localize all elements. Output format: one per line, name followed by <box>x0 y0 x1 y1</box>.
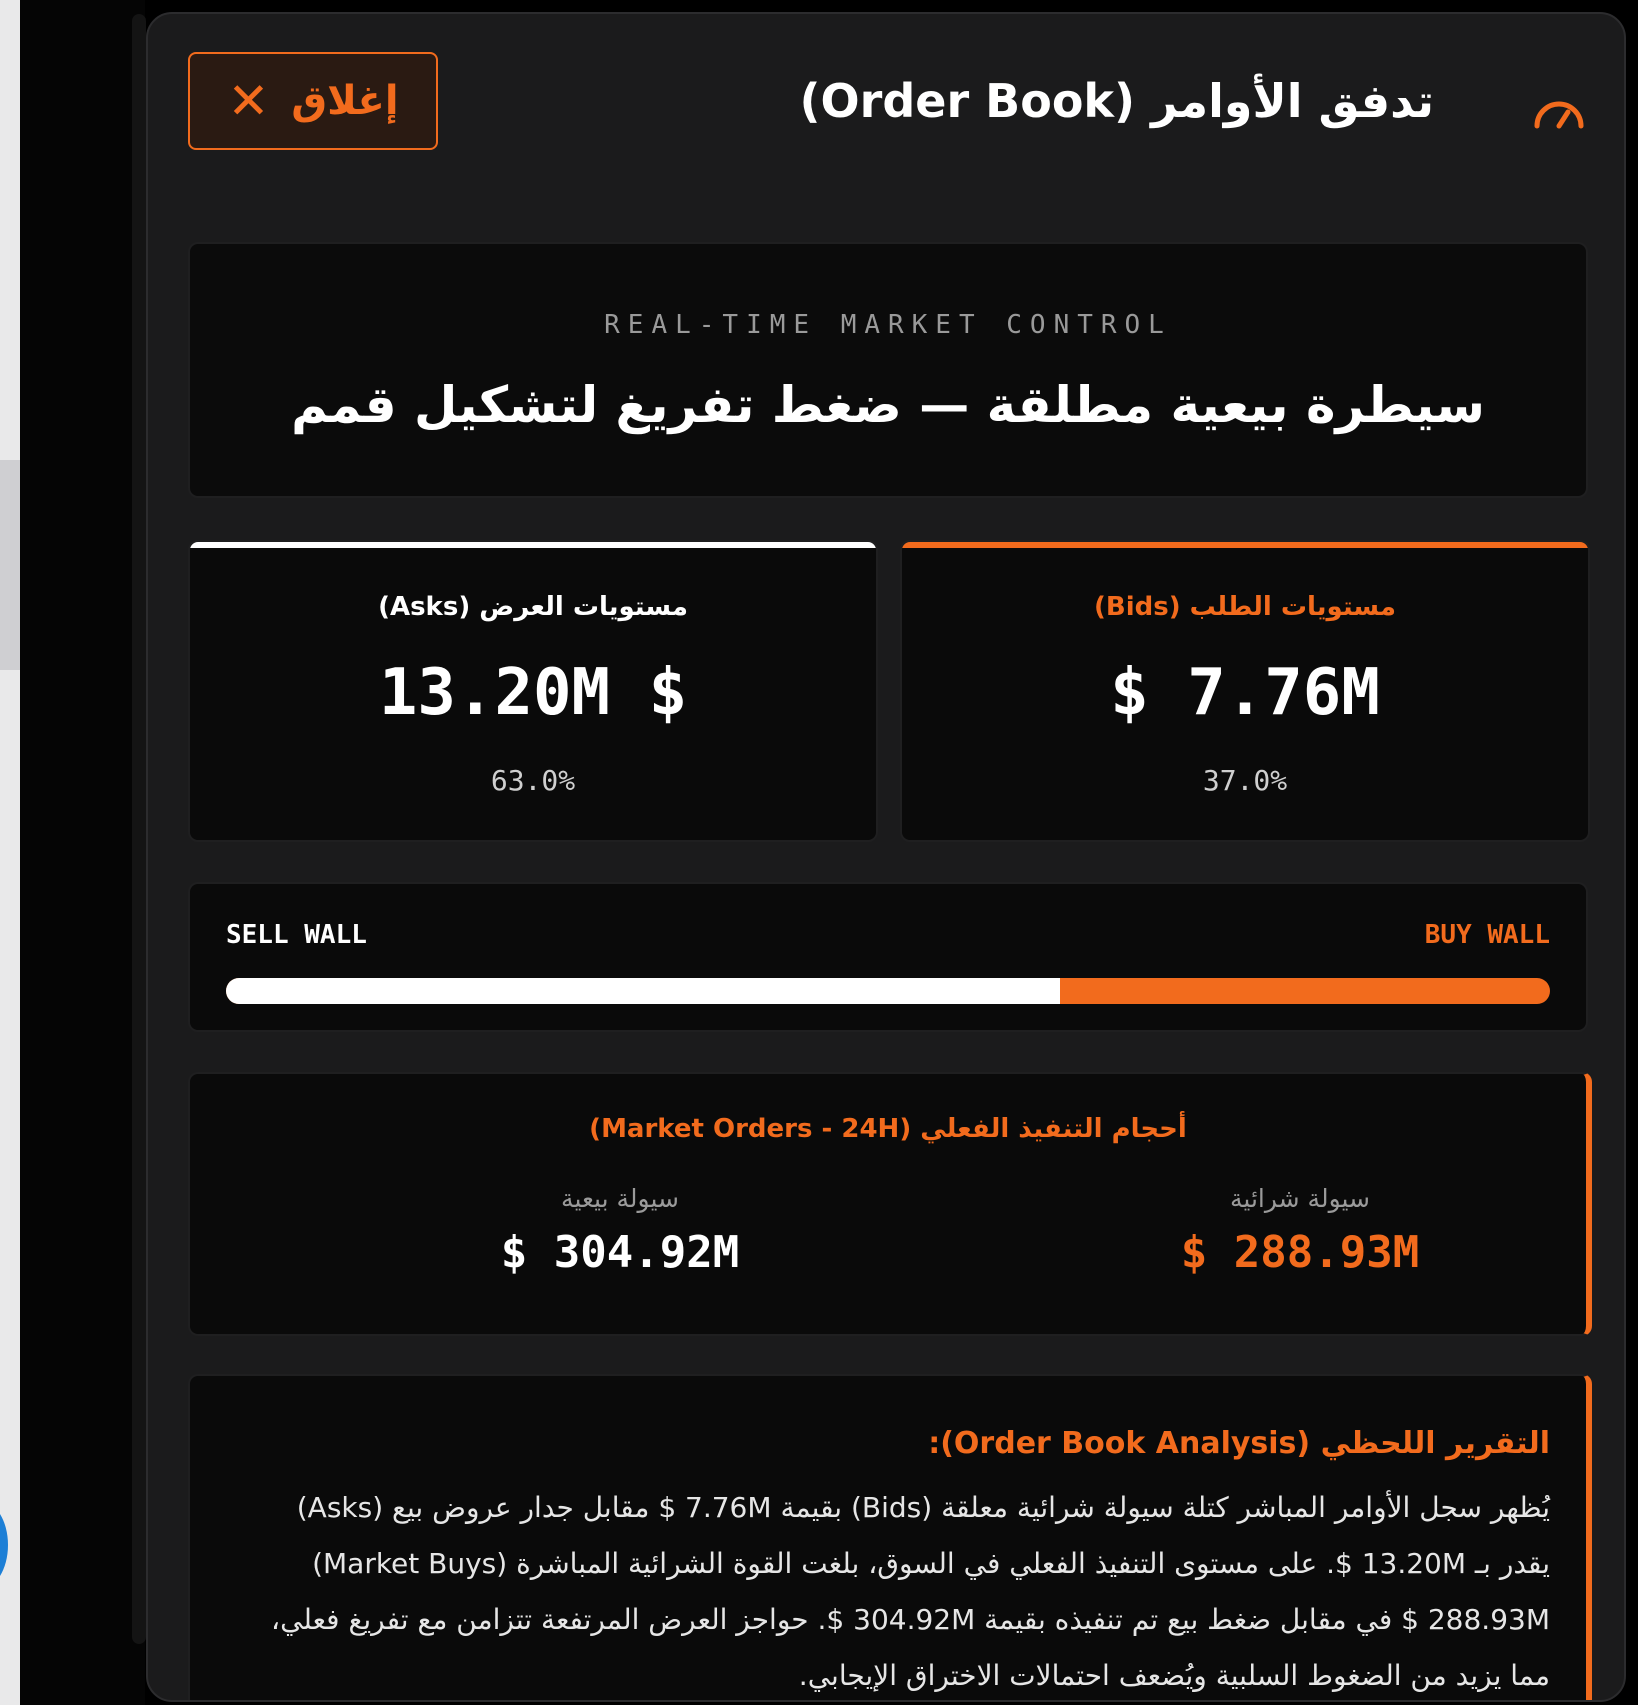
close-icon: ✕ <box>227 72 270 130</box>
sell-liquidity-value: $ 304.92M <box>500 1227 740 1278</box>
background-overlay <box>20 0 145 1705</box>
sell-wall-label: SELL WALL <box>226 920 367 950</box>
asks-card <box>188 540 878 842</box>
sell-liquidity <box>370 1184 870 1278</box>
background-panel-strip <box>0 460 20 670</box>
market-control-banner <box>188 242 1588 498</box>
analysis-panel <box>188 1374 1592 1702</box>
background-app-edge <box>0 0 20 1705</box>
bids-label: مستويات الطلب (Bids) <box>1094 592 1396 622</box>
market-orders-title: أحجام التنفيذ الفعلي (Market Orders - 24H) <box>589 1114 1187 1144</box>
asks-value: 13.20M $ <box>378 656 688 730</box>
asks-percent: 63.0% <box>490 764 576 797</box>
wall-balance-bar <box>226 978 1550 1004</box>
bids-card <box>900 540 1590 842</box>
asks-accent-line <box>190 542 876 548</box>
asks-label: مستويات العرض (Asks) <box>378 592 688 622</box>
bids-percent: 37.0% <box>1202 764 1288 797</box>
close-button-label: إغلاق <box>291 78 399 124</box>
gauge-icon <box>1532 92 1586 132</box>
bids-accent-line <box>902 542 1588 548</box>
modal-title: تدفق الأوامر (Order Book) <box>799 74 1434 128</box>
wall-balance-panel <box>188 882 1588 1032</box>
buy-liquidity-label: سيولة شرائية <box>1230 1184 1370 1213</box>
buy-liquidity <box>1050 1184 1550 1278</box>
analysis-title: التقرير اللحظي (Order Book Analysis): <box>928 1426 1550 1461</box>
sell-liquidity-label: سيولة بيعية <box>561 1184 679 1213</box>
bids-value: $ 7.76M <box>1110 656 1380 730</box>
market-orders-panel <box>188 1072 1592 1336</box>
scrollbar[interactable] <box>132 14 146 1644</box>
buy-liquidity-value: $ 288.93M <box>1180 1227 1420 1278</box>
banner-kicker: REAL-TIME MARKET CONTROL <box>604 310 1172 340</box>
buy-wall-label: BUY WALL <box>1424 920 1550 950</box>
sell-wall-fill <box>226 978 1060 1004</box>
analysis-text: يُظهر سجل الأوامر المباشر كتلة سيولة شرائية معلقة (Bids) بقيمة 7.76M $ مقابل جدار عروض بيع (Asks) يقدر بـ 13.20M $. على مستوى التنفيذ الفعلي في السوق، بلغت القوة الشرائية المباشرة (Market Buys) 288.93M $ في مقابل ضغط بيع تم تنفيذه بقيمة 304.92M $. حواجز العرض المرتفعة تتزامن مع تفريغ فعلي، مما يزيد من الضغوط السلبية ويُضعف احتمالات الاختراق الإيجابي. <box>271 1491 1550 1692</box>
banner-headline: سيطرة بيعية مطلقة — ضغط تفريغ لتشكيل قمم <box>291 376 1485 434</box>
close-button[interactable] <box>188 52 438 150</box>
order-book-modal <box>146 12 1626 1702</box>
